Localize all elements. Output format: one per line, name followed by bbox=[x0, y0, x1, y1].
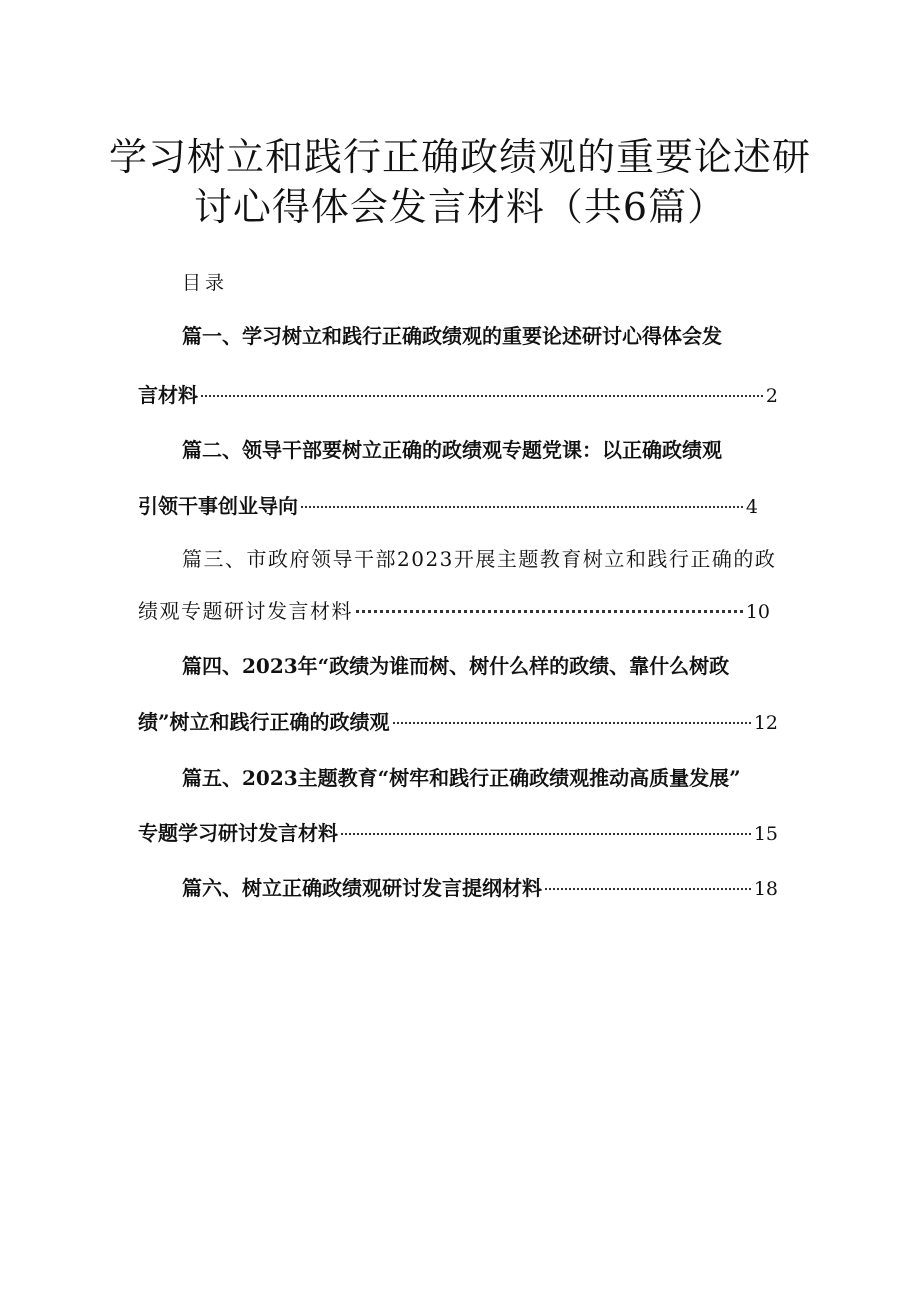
toc-entry-4-page: 12 bbox=[753, 712, 778, 734]
toc-entry-3-line1[interactable]: 篇三、市政府领导干部2023开展主题教育树立和践行正确的政 bbox=[182, 547, 777, 571]
toc-entry-4-line2[interactable] bbox=[138, 708, 778, 737]
toc-entry-6[interactable] bbox=[182, 874, 778, 903]
toc-entry-4-line1[interactable]: 篇四、2023年“政绩为谁而树、树什么样的政绩、靠什么树政 bbox=[182, 654, 730, 678]
toc-entry-1-text: 言材料 bbox=[138, 383, 198, 407]
toc-entry-5-page: 15 bbox=[753, 823, 778, 845]
toc-leader-dots bbox=[201, 395, 763, 397]
document-title bbox=[0, 132, 920, 232]
toc-entry-4-text: 绩”树立和践行正确的政绩观 bbox=[138, 710, 390, 734]
toc-entry-5-text: 专题学习研讨发言材料 bbox=[138, 821, 338, 845]
toc-entry-2-page: 4 bbox=[745, 496, 758, 518]
toc-leader-dots bbox=[341, 833, 751, 835]
toc-entry-3-page: 10 bbox=[745, 601, 770, 623]
toc-leader-dots bbox=[545, 888, 751, 890]
toc-entry-6-page: 18 bbox=[753, 878, 778, 900]
toc-leader-dots bbox=[301, 506, 743, 508]
toc-entry-3-line2[interactable] bbox=[138, 597, 770, 626]
toc-leader-dots bbox=[393, 722, 751, 724]
toc-entry-2-text: 引领干事创业导向 bbox=[138, 494, 298, 518]
title-line-2: 讨心得体会发言材料（共6篇） bbox=[193, 185, 727, 229]
toc-entry-5-line2[interactable] bbox=[138, 819, 778, 848]
toc-entry-1-line2[interactable] bbox=[138, 381, 778, 410]
toc-heading: 目录 bbox=[182, 272, 229, 294]
toc-entry-6-text: 篇六、树立正确政绩观研讨发言提纲材料 bbox=[182, 876, 542, 900]
toc-entry-2-line2[interactable] bbox=[138, 492, 758, 521]
toc-entry-1-page: 2 bbox=[765, 385, 778, 407]
toc-entry-2-line1[interactable]: 篇二、领导干部要树立正确的政绩观专题党课：以正确政绩观 bbox=[182, 438, 722, 462]
toc-entry-5-line1[interactable]: 篇五、2023主题教育“树牢和践行正确政绩观推动高质量发展” bbox=[182, 766, 741, 790]
title-line-1: 学习树立和践行正确政绩观的重要论述研 bbox=[108, 135, 811, 179]
toc-entry-3-text: 绩观专题研讨发言材料 bbox=[138, 599, 353, 623]
toc-leader-dots bbox=[356, 610, 743, 613]
toc-entry-1-line1[interactable]: 篇一、学习树立和践行正确政绩观的重要论述研讨心得体会发 bbox=[182, 324, 722, 348]
